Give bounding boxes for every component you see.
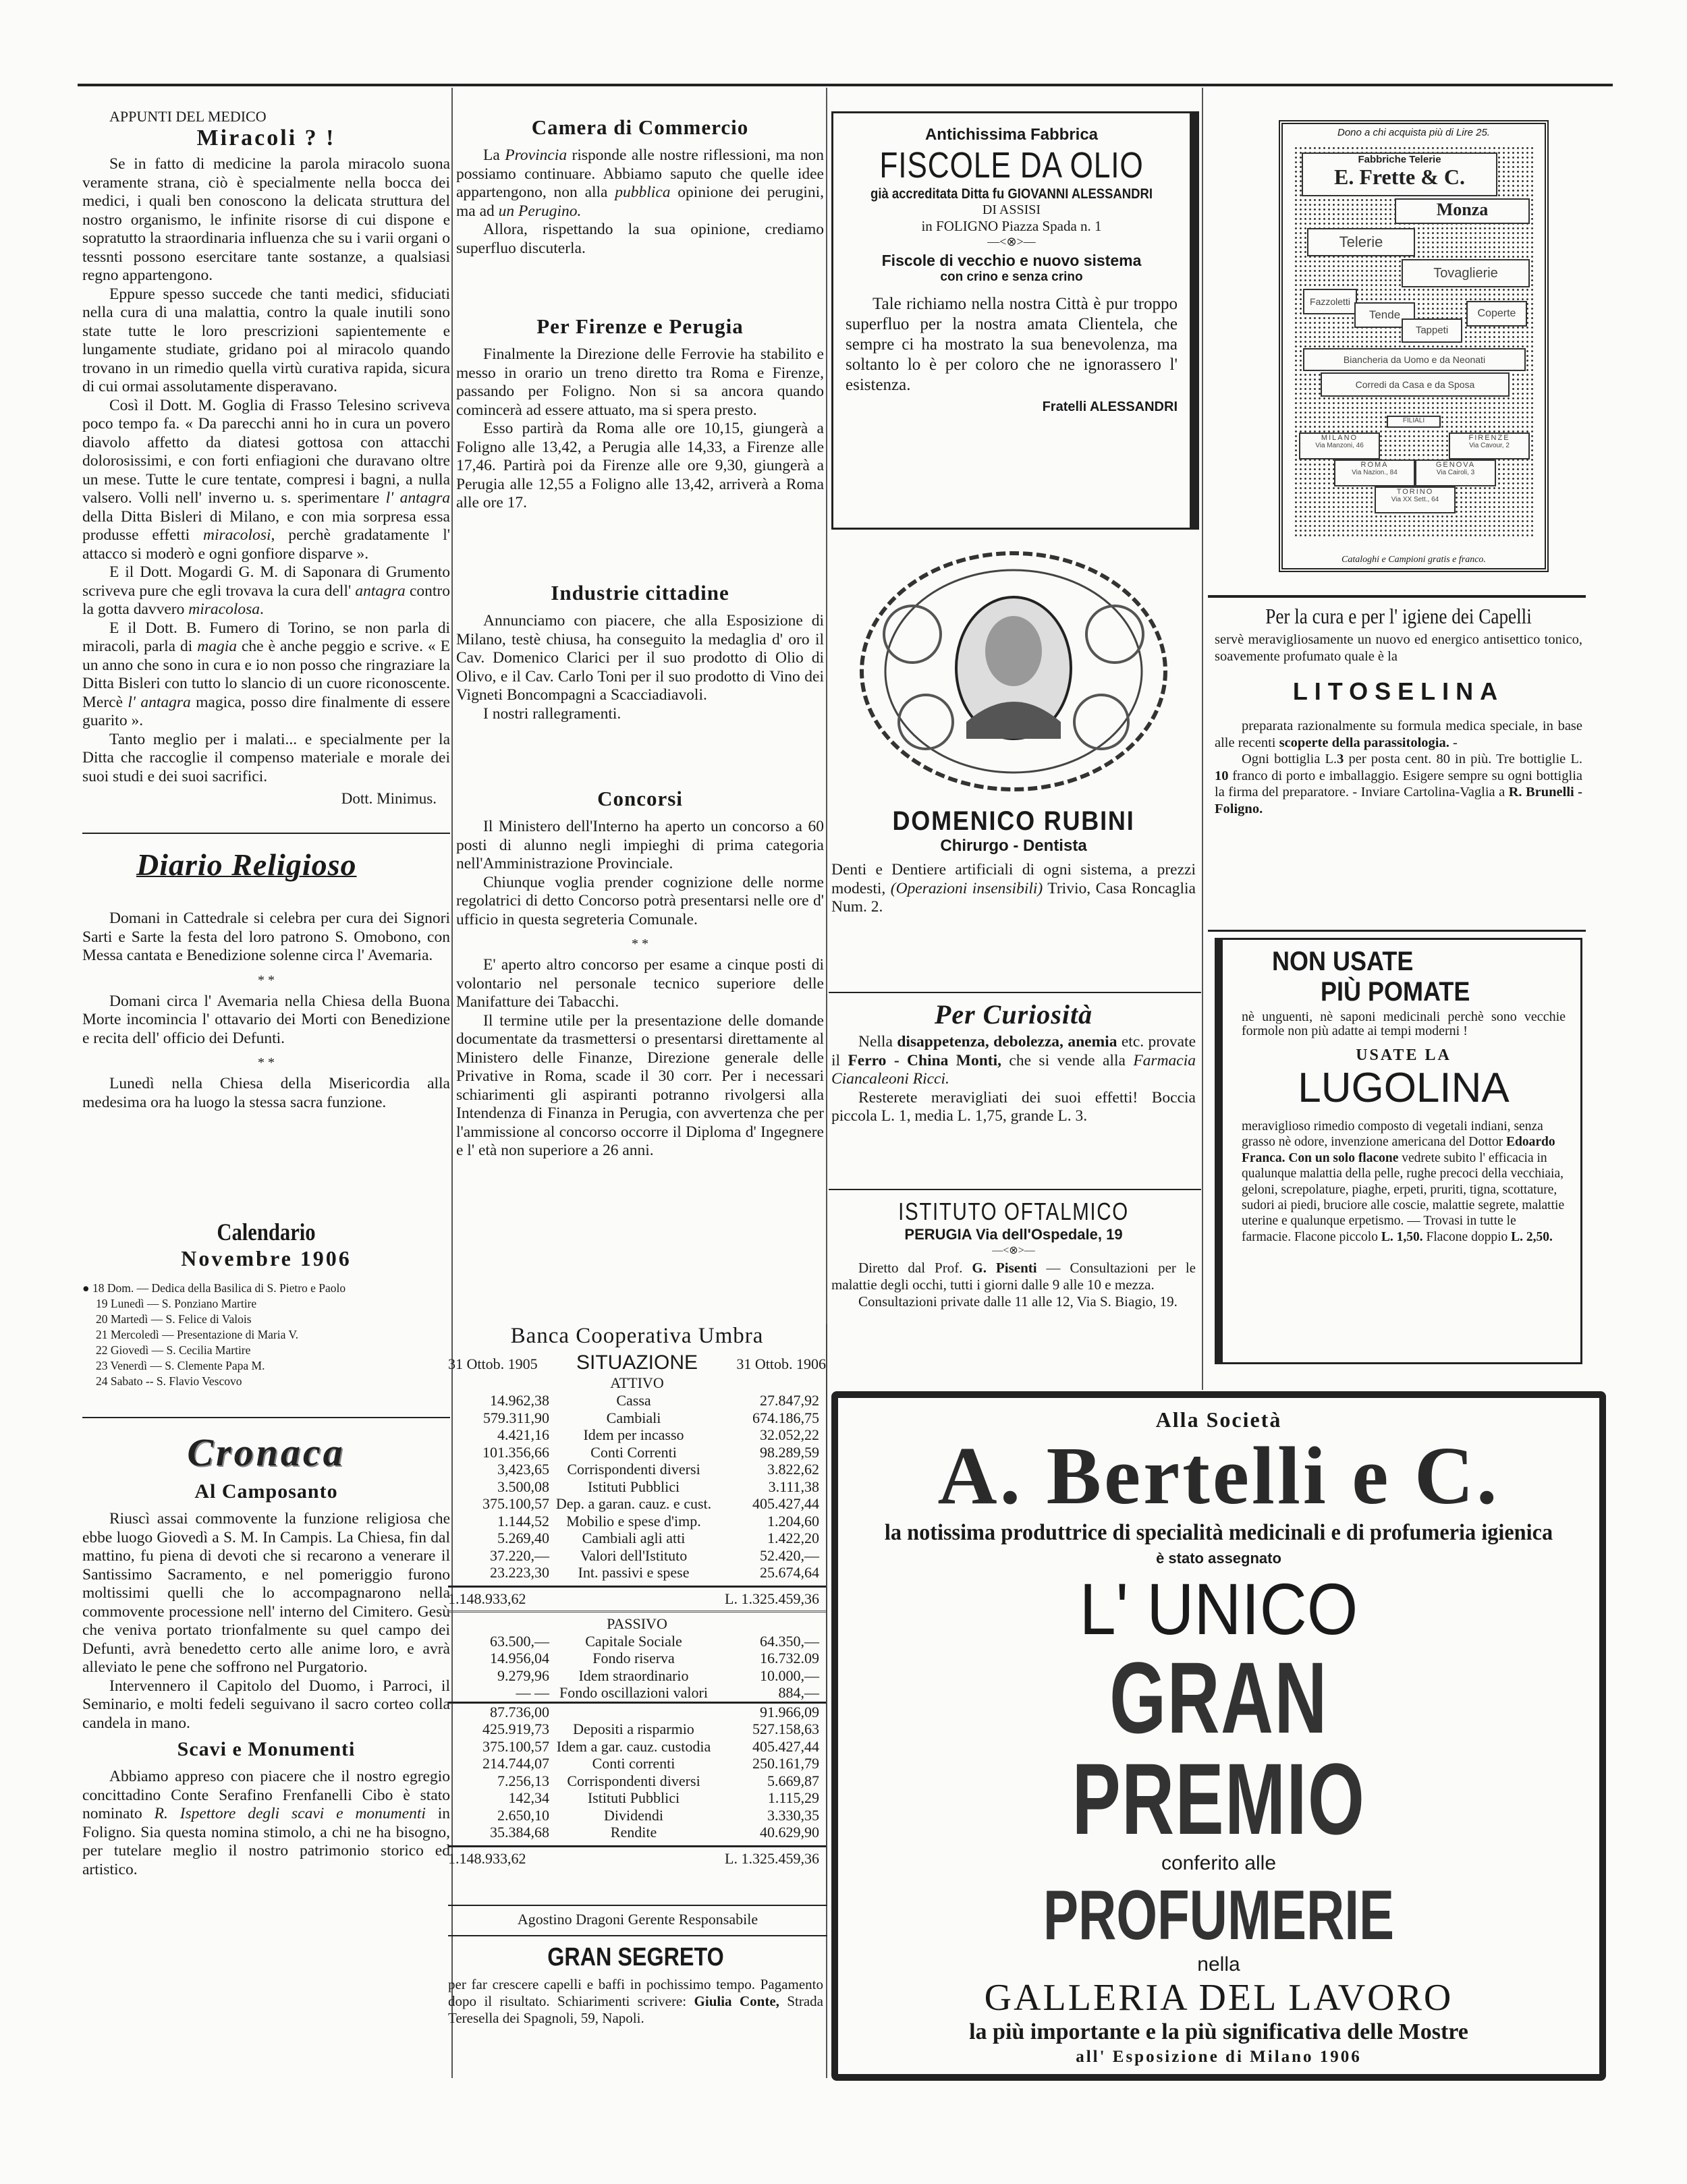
cronaca-logo: Cronaca — [187, 1430, 345, 1474]
text-run: vedrete subito l' efficacia in qualunque malattia della pelle, rughe precoci della vecchiaia, geloni, screpolature, piaghe, erpeti, pruriti, tigna, scottature, sudori ai piedi, bruciore alle coscie, malattie segrete, malattie uterine e qualunque erpetismo. — Trovasi in tutte le farmacie. Flacone piccolo — [1242, 1150, 1565, 1244]
ad-intro: nè unguenti, nè saponi medicinali perchè sono vecchie formole non più adatte ai tempi moderni ! — [1242, 1009, 1566, 1038]
text-run: per posta cent. 80 in più. Tre bottiglie L. — [1344, 752, 1582, 767]
value-1906: 52.420,— — [760, 1546, 819, 1564]
ad-intro: servè meravigliosamente un nuovo ed energico antisettico tonico, soavemente profumato quale è la — [1215, 632, 1582, 664]
text-run: miracolosi — [202, 526, 271, 544]
text-run: L. 1,50. — [1381, 1229, 1423, 1244]
text-run: Ferro - China Monti, — [848, 1051, 1002, 1069]
value-1905: 214.744,07 — [482, 1755, 549, 1772]
istituto-oftalmico-ad — [831, 1198, 1196, 1387]
diario-religioso — [82, 847, 450, 1211]
value-1906: 3.111,38 — [768, 1478, 819, 1495]
text-run: della Ditta Bisleri di Milano, e con mia sorpresa essa produsse effetti — [82, 507, 450, 544]
section-title: Banca Cooperativa Umbra — [510, 1324, 764, 1348]
text-run: che è anche peggio e scrive. « E un anno che sono in cura e io non posso che ringraziare la Ditta Bisleri con tutto lo slancio di un cuore riconoscente. Mercè — [82, 638, 450, 711]
passivo-total-1906: L. 1.325.459,36 — [725, 1849, 819, 1867]
ad-line: nella — [1197, 1953, 1240, 1976]
value-1905: 14.962,38 — [490, 1392, 549, 1409]
calendario — [82, 1218, 450, 1407]
product-label: Telerie — [1307, 228, 1415, 256]
value-1906: 1.422,20 — [767, 1530, 819, 1546]
section-divider — [82, 1417, 450, 1418]
calendar-title: Calendario — [217, 1219, 316, 1245]
paragraph: Eppure spesso succede che tanti medici, sfiduciati nella cura di una malattia, contro la quale inutili sono state tutte le loro prescrizioni sapientemente e lungamente studiate, gridano poi al miracolo quando trovano in un rimedio quella virtù curativa rapida, sicura di cui ormai assolutamente disperavano. — [82, 285, 450, 395]
calendar-day: 22 Giovedì — S. Cecilia Martire — [96, 1343, 251, 1357]
paragraph — [448, 1976, 823, 2027]
paragraph — [82, 563, 450, 619]
branch-city: MILANO — [1321, 434, 1358, 442]
paragraph: Tanto meglio per i malati... e specialmente per la Ditta che raccoglie il compenso materiale e morale dei suoi studi e dei suoi sacrifici. — [82, 730, 450, 785]
text-run: Diretto dal Prof. — [858, 1260, 972, 1276]
category-name: PROFUMERIE — [1043, 1876, 1395, 1955]
ad-line: GALLERIA DEL LAVORO — [984, 1977, 1454, 2019]
paragraph: Allora, rispettando la sua opinione, crediamo superfluo discuterla. — [456, 221, 824, 257]
section-divider — [829, 992, 1201, 993]
value-1905: 2.650,10 — [497, 1806, 549, 1824]
paragraph — [831, 1033, 1196, 1089]
text-run: G. Pisenti — [972, 1260, 1037, 1276]
frette-ad — [1279, 120, 1549, 572]
dentist-role: Chirurgo - Dentista — [940, 837, 1087, 855]
ornament: —<⊗>— — [992, 1245, 1035, 1256]
section-title: Concorsi — [597, 787, 683, 810]
text-run: R. Ispettore degli scavi e monumenti — [154, 1805, 426, 1822]
value-1905: 9.279,96 — [497, 1667, 549, 1684]
gran-segreto-ad — [448, 1943, 823, 2065]
text-run: un Perugino. — [498, 202, 582, 220]
ad-line: USATE LA — [1356, 1046, 1451, 1064]
value-1906: 1.204,60 — [767, 1512, 819, 1530]
text-run: miracolosa — [188, 600, 260, 618]
fiscole-ad — [831, 111, 1199, 530]
item-label: Cambiali — [606, 1409, 661, 1426]
text-run: 10 — [1215, 768, 1229, 783]
ad-line: con crino e senza crino — [940, 270, 1083, 284]
paragraph — [1215, 718, 1582, 751]
passivo-table — [448, 1633, 826, 1702]
ad-line: all' Esposizione di Milano 1906 — [1076, 2048, 1362, 2066]
section-divider — [448, 1905, 827, 1906]
ad-line: è stato assegnato — [1156, 1550, 1281, 1567]
text-run: Strada Teresella dei Spagnoli, 59, Napoli. — [448, 1993, 823, 2027]
text-run: magica, posso dire finalmente di essere guarito ». — [82, 693, 450, 729]
text-run: in Foligno. Sia questa nomina stimolo, a chi ne ha bisogno, per tutelare meglio il nostro patrimonio storico ed artistico. — [82, 1805, 450, 1878]
item-label: Idem a gar. cauz. custodia — [556, 1737, 711, 1755]
item-label: Fondo oscillazioni valori — [559, 1684, 708, 1701]
ornament: —<⊗>— — [987, 235, 1036, 248]
value-1905: 7.256,13 — [497, 1772, 549, 1789]
attivo-total-1906: L. 1.325.459,36 — [725, 1590, 819, 1607]
item-label: Valori dell'Istituto — [580, 1546, 688, 1564]
per-curiosita — [831, 999, 1196, 1184]
paragraph: Tale richiamo nella nostra Città è pur troppo superfluo per la nostra amata Clientela, che sempre ci ha mostrato la sua benevolenza, ma soltanto lo è per coloro che ne ignorassero l' esistenza. — [846, 295, 1178, 394]
paragraph: Resterete meravigliati dei suoi effetti! Boccia piccola L. 1, media L. 1,75, grande L. 3. — [831, 1088, 1196, 1125]
date-1906: 31 Ottob. 1906 — [736, 1355, 826, 1372]
paragraph — [831, 861, 1196, 917]
text-run: , perchè gradatamente l' attacco si moderò e ogni gonfiore disparve ». — [82, 526, 450, 563]
text-run: Provincia — [505, 146, 568, 164]
branch-address: Via Nazion., 84 — [1352, 469, 1398, 476]
ad-footer: Cataloghi e Campioni gratis e franco. — [1342, 555, 1486, 565]
text-run: Denti e Dentiere artificiali di ogni sistema, a prezzi modesti, — [831, 861, 1196, 897]
attivo-total-1905: 1.148.933,62 — [448, 1590, 526, 1607]
value-1906: 98.289,59 — [760, 1443, 819, 1461]
value-1906: 884,— — [778, 1684, 819, 1701]
section-title: Camera di Commercio — [531, 115, 749, 139]
product-name: LITOSELINA — [1292, 677, 1505, 705]
text-run: franco di porto e imballaggio. Esigere sempre su ogni bottiglia la firma del preparatore. - Inviare Cartolina-Vaglia a — [1215, 768, 1582, 800]
branch-label — [1375, 486, 1456, 513]
item-label: Int. passivi e spese — [578, 1564, 690, 1581]
calendar-list — [82, 1281, 450, 1389]
item-label: Rendite — [610, 1824, 657, 1841]
ad-line: la più importante e la più significativa delle Mostre — [969, 2019, 1468, 2044]
item-label: Capitale Sociale — [585, 1632, 682, 1650]
passivo-table — [448, 1720, 826, 1841]
ad-kicker: Antichissima Fabbrica — [924, 125, 1099, 144]
paragraph: E' aperto altro concorso per esame a cinque posti di volontario nel personale tecnico superiore delle Manifatture dei Tabacchi. — [456, 956, 824, 1011]
passivo-subtotal-1905: 87.736,00 — [490, 1703, 549, 1720]
paragraph: Riuscì assai commovente la funzione religiosa che ebbe luogo Giovedì a S. M. In Campis. La Chiesa, fin dal mattino, fu piena di devoti che si recarono a venerare il Santissimo Sacramento, e nel pomeriggio furono moltissimi quelli che lo accompagnarono nella commovente processione nell' interno del Cimitero. Gesù che veniva portato trionfalmente su quel campo dei Defunti, avrà benedetto certo alle anime loro, e avrà alleviato le pene che soffrono nel Purgatorio. — [82, 1510, 450, 1676]
product-name: LUGOLINA — [1298, 1065, 1510, 1111]
section-title: Diario Religioso — [136, 847, 357, 882]
value-1906: 527.158,63 — [752, 1720, 819, 1737]
value-1905: 142,34 — [508, 1789, 549, 1806]
bertelli-ad — [831, 1391, 1606, 2081]
paragraph: Finalmente la Direzione delle Ferrovie ha stabilito e messo in orario un treno diretto tra Roma e Firenze, passando per Foligno. Non si sa ancora quando comincerà ad essere attuato, ma si spera presto. — [456, 345, 824, 419]
text-run: Edoardo Franca. Con un solo flacone — [1242, 1135, 1555, 1165]
paragraph — [456, 146, 824, 221]
branch-city: TORINO — [1396, 488, 1434, 496]
section-divider — [1208, 595, 1586, 598]
ad-line: la notissima produttrice di specialità medicinali e di profumeria igienica — [884, 1520, 1553, 1545]
text-run: etc. provate il — [831, 1033, 1196, 1069]
value-1906: 250.161,79 — [752, 1755, 819, 1772]
item-label: Dividendi — [604, 1806, 663, 1824]
section-divider — [82, 833, 450, 834]
paragraph: Lunedì nella Chiesa della Misericordia alla medesima ora ha luogo la stessa sacra funzione. — [82, 1075, 450, 1111]
branch-address: Via Cavour, 2 — [1469, 442, 1510, 449]
text-run: La — [483, 146, 505, 164]
cronaca — [82, 1427, 450, 2054]
calendar-day: ● 18 Dom. — Dedica della Basilica di S. Pietro e Paolo — [82, 1281, 346, 1295]
section-title: Industrie cittadine — [551, 581, 729, 605]
asterism: * * — [632, 936, 648, 951]
top-rule — [78, 84, 1613, 86]
text-run: disappetenza, debolezza, anemia — [897, 1033, 1117, 1051]
ad-heading: NON USATE — [1272, 947, 1414, 976]
section-divider — [1208, 930, 1586, 932]
portrait-medallion-icon — [831, 540, 1196, 803]
text-run: preparata razionalmente su formula medica speciale, in base alle recenti — [1215, 719, 1582, 750]
text-run: E il Dott. Mogardi G. M. di Saponara di Grumento scriveva pure che egli trovava la cura dell' — [82, 563, 450, 600]
ad-line: in FOLIGNO Piazza Spada n. 1 — [921, 218, 1102, 234]
ad-title: GRAN SEGRETO — [547, 1943, 724, 1971]
article-kicker: APPUNTI DEL MEDICO — [109, 108, 267, 125]
branch-label — [1334, 459, 1415, 486]
item-label: Cambiali agli atti — [582, 1530, 686, 1546]
value-1905: 4.421,16 — [497, 1426, 549, 1443]
dentist-name: DOMENICO RUBINI — [892, 806, 1135, 836]
industrie-cittadine — [456, 577, 824, 779]
company-name: A. Bertelli e C. — [937, 1430, 1500, 1521]
paragraph: Chiunque voglia prender cognizione delle norme regolatrici di detto Concorso potrà presentarsi nelle ore d' ufficio in questa segreteria Comunale. — [456, 873, 824, 928]
text-run: . — [260, 600, 264, 618]
ad-line: Dono a chi acquista più di Lire 25. — [1337, 127, 1490, 138]
value-1905: 375.100,57 — [482, 1495, 549, 1512]
item-label: Mobilio e spese d'imp. — [566, 1512, 701, 1530]
date-1905: 31 Ottob. 1905 — [448, 1355, 538, 1372]
value-1906: 405.427,44 — [752, 1495, 819, 1512]
value-1906: 674.186,75 — [752, 1409, 819, 1426]
text-run: scoperte della parassitologia. — [1279, 735, 1449, 750]
text-run: E il Dott. B. Fumero di Torino, se non parla di miracoli, parla di — [82, 619, 450, 655]
asterism: * * — [258, 1055, 275, 1070]
item-label: Depositi a risparmio — [573, 1720, 694, 1737]
lugolina-ad — [1215, 938, 1582, 1364]
calendar-day: 21 Mercoledì — Presentazione di Maria V. — [96, 1328, 299, 1341]
product-label: Fazzoletti — [1303, 289, 1357, 314]
section-title: Scavi e Monumenti — [177, 1738, 356, 1760]
paragraph — [82, 619, 450, 731]
item-label: Istituti Pubblici — [587, 1478, 680, 1495]
product-label: Biancheria da Uomo e da Neonati — [1303, 348, 1526, 371]
signature: Dott. Minimus. — [341, 790, 437, 807]
branch-city: ROMA — [1360, 461, 1389, 469]
ad-line: conferito alle — [1161, 1852, 1277, 1874]
product-label: Coperte — [1466, 301, 1527, 327]
branch-city: FIRENZE — [1468, 434, 1510, 442]
value-1906: 25.674,64 — [760, 1564, 819, 1581]
text-run: l' antagra — [385, 489, 450, 507]
asterism: * * — [258, 972, 275, 988]
ad-line: Alla Società — [1155, 1407, 1282, 1432]
camera-commercio — [456, 111, 824, 307]
item-label: Cassa — [616, 1392, 651, 1409]
text-run: pubblica — [615, 184, 671, 201]
ad-line: Fiscole di vecchio e nuovo sistema — [881, 252, 1142, 269]
concorsi — [456, 783, 824, 1316]
litoselina-ad — [1215, 604, 1582, 914]
product-label: Tappeti — [1402, 318, 1462, 343]
paragraph — [82, 1768, 450, 1879]
value-1906: 27.847,92 — [760, 1392, 819, 1409]
branch-label — [1415, 459, 1496, 486]
ad-line: Fabbriche Telerie — [1358, 154, 1441, 165]
text-run: contro la gotta davvero — [82, 582, 450, 618]
text-run: Abbiamo appreso con piacere che il nostro egregio concittadino Conte Serafino Frenfanelli Cibo è stato nominato — [82, 1768, 450, 1822]
section-divider — [448, 1935, 827, 1936]
paragraph: Domani circa l' Avemaria nella Chiesa della Buona Morte incomincia l' ottavario dei Morti con Benedizione e recita dell' officio dei Defunti. — [82, 992, 450, 1047]
item-label: Conti correnti — [592, 1755, 675, 1772]
paragraph — [82, 397, 450, 564]
paragraph: Domani in Cattedrale si celebra per cura dei Signori Sarti e Sarte la festa del loro patrono S. Omobono, con Messa cantata e Benedizione solenne circa l' Avemaria. — [82, 909, 450, 964]
per-firenze-perugia — [456, 310, 824, 577]
text-run: per far crescere capelli e baffi in pochissimo tempo. Pagamento dopo il risultato. Schiarimenti scrivere: — [448, 1976, 823, 2010]
value-1906: 64.350,— — [760, 1632, 819, 1650]
branch-address: Via XX Sett., 64 — [1391, 496, 1439, 503]
item-label: Idem per incasso — [583, 1426, 684, 1443]
paragraph: Esso partirà da Roma alle ore 10,15, giungerà a Foligno alle 13,42, a Perugia alle 14,33, a Firenze alle 17,46. Partirà poi da Firenze alle ore 9,30, giungerà a Perugia alle 12,55 a Foligno alle 13,42, arriverà a Roma alle ore 17. — [456, 420, 824, 511]
branch-label — [1299, 432, 1380, 459]
paragraph: Il Ministero dell'Interno ha aperto un concorso a 60 posti di alunno negli impieghi di prima categoria nell'Amministrazione Provinciale. — [456, 818, 824, 872]
value-1905: 5.269,40 — [497, 1530, 549, 1546]
city-label: Monza — [1395, 198, 1530, 224]
value-1905: 3.500,08 — [497, 1478, 549, 1495]
paragraph — [831, 1260, 1196, 1293]
calendar-day: 23 Venerdì — S. Clemente Papa M. — [96, 1359, 265, 1372]
value-1905: 63.500,— — [490, 1632, 549, 1650]
text-run: l' antagra — [128, 693, 191, 711]
calendar-day: 24 Sabato -- S. Flavio Vescovo — [96, 1374, 242, 1388]
calendar-day: 19 Lunedì — S. Ponziano Martire — [96, 1297, 257, 1310]
value-1906: 16.732.09 — [760, 1650, 819, 1667]
ad-title: FISCOLE DA OLIO — [879, 145, 1144, 186]
ad-signature: Fratelli ALESSANDRI — [1042, 399, 1178, 414]
ad-line: L' UNICO — [1079, 1568, 1358, 1650]
value-1906: 10.000,— — [760, 1667, 819, 1684]
calendar-day: 20 Martedì — S. Felice di Valois — [96, 1312, 252, 1326]
text-run: Così il Dott. M. Goglia di Frasso Telesino scriveva poco tempo fa. « Da parecchi anni ho in cura un povero diavolo affetto da diatesi gottosa con attacchi dolorosissimi, e con forti enfiagioni che duravano oltre un mese. Tutte le cure tentate, compresi i bagni, a nulla valsero. Volli nell' inverno u. s. sperimentare — [82, 396, 450, 507]
branch-label — [1449, 432, 1530, 459]
product-label: Tende — [1354, 302, 1415, 328]
text-run: opinione dei perugini, ma ad — [456, 184, 824, 220]
text-run: - — [1449, 735, 1458, 750]
ad-heading: PIÙ POMATE — [1321, 977, 1470, 1007]
value-1905: 3,423,65 — [497, 1461, 549, 1478]
text-run: magia — [197, 638, 238, 655]
section-title: Per Firenze e Perugia — [536, 314, 744, 338]
calendar-month: Novembre 1906 — [181, 1246, 352, 1270]
section-title: Per Curiosità — [934, 999, 1093, 1030]
text-run: 3 — [1337, 752, 1344, 767]
text-run: Giulia Conte, — [694, 1993, 779, 2010]
paragraph: Se in fatto di medicine la parola miracolo suona veramente strana, ciò è specialmente nella bocca dei medici, i quali ben conoscono la delicata struttura del nostro organismo, le infinite risorse di cui dispone e sopratutto la straordinaria influenza che su i varii organi o tessnti possono esercitare tante sostanze, a qualsiasi regno appartengono. — [82, 155, 450, 284]
value-1906: 3.330,35 — [767, 1806, 819, 1824]
value-1906: 3.822,62 — [767, 1461, 819, 1478]
text-run: Nella — [858, 1033, 897, 1051]
ad-line: DI ASSISI — [982, 202, 1041, 217]
company-name: E. Frette & C. — [1334, 165, 1465, 189]
product-label: Tovaglierie — [1402, 259, 1530, 287]
value-1905: 425.919,73 — [482, 1720, 549, 1737]
attivo-table — [448, 1392, 826, 1581]
ad-line: già accreditata Ditta fu GIOVANNI ALESSANDRI — [870, 186, 1153, 202]
section-title: Al Camposanto — [194, 1480, 338, 1503]
text-run: Ogni bottiglia L. — [1242, 752, 1337, 767]
value-1906: 32.052,22 — [760, 1426, 819, 1443]
paragraph: Il termine utile per la presentazione delle domande documentate da trasmettersi o presentarsi direttamente al Ministero delle Finanze, Direzione generale delle Privative in Roma, scade il 30 corr. Per i necessari schiarimenti gli aspiranti potranno rivolgersi alla Intendenza di Finanza in Perugia, con avvertenza che per l'ammissione al concorso occorre il Diploma d' Ingegnere e l' età non superiore a 26 anni. — [456, 1011, 824, 1159]
text-run: risponde alle nostre riflessioni, ma non possiamo continuare. Abbiamo saputo che quelle idee appartengono, non alla — [456, 146, 824, 201]
value-1906: 5.669,87 — [767, 1772, 819, 1789]
passivo-subtotal-1906: 91.966,09 — [760, 1703, 819, 1720]
value-1905: 37.220,— — [490, 1546, 549, 1564]
value-1906: 405.427,44 — [752, 1737, 819, 1755]
ad-subtitle: PERUGIA Via dell'Ospedale, 19 — [904, 1226, 1123, 1243]
ad-heading: Per la cura e per l' igiene dei Capelli — [1265, 604, 1532, 628]
paragraph: Annunciamo con piacere, che alla Esposizione di Milano, testè chiusa, ha conseguito la medaglia d' oro il Cav. Domenico Clarici per il suo prodotto di Olio di Olivo, e il Cav. Carlo Toni per il suo prodotto di Vino dei Vigneti Boncompagni a Scacciadiavoli. — [456, 612, 824, 704]
text-run: R. Brunelli - Foligno. — [1215, 785, 1582, 816]
text-run: Trivio, Casa Roncaglia Num. 2. — [831, 879, 1196, 916]
award-name: GRAN PREMIO — [1072, 1641, 1366, 1855]
rubini-ad — [831, 540, 1196, 985]
text-run: che si vende alla — [1001, 1051, 1134, 1069]
text-run: meraviglioso rimedio composto di vegetali indiani, senza grasso nè odore, invenzione americana del Dottor — [1242, 1119, 1543, 1150]
value-1905: 35.384,68 — [490, 1824, 549, 1841]
value-1905: 101.356,66 — [482, 1443, 549, 1461]
text-run: — Consultazioni per le malattie degli occhi, tutti i giorni dalle 9 alle 10 e mezza. — [831, 1260, 1196, 1293]
text-run: Flacone doppio — [1422, 1229, 1512, 1244]
paragraph — [1215, 751, 1582, 817]
value-1905: 23.223,30 — [490, 1564, 549, 1581]
value-1905: 375.100,57 — [482, 1737, 549, 1755]
section-divider — [829, 1189, 1201, 1190]
item-label: Conti Correnti — [590, 1443, 677, 1461]
text-run: (Operazioni insensibili) — [890, 879, 1043, 897]
passivo-total-1905: 1.148.933,62 — [448, 1849, 526, 1867]
text-run: Farmacia Ciancaleoni Ricci. — [831, 1051, 1196, 1088]
branch-address: Via Manzoni, 46 — [1315, 442, 1364, 449]
branch-address: Via Cairoli, 3 — [1436, 469, 1475, 476]
value-1905: 1.144,52 — [497, 1512, 549, 1530]
item-label: Dep. a garan. cauz. e cust. — [555, 1495, 712, 1512]
gerente-responsabile: Agostino Dragoni Gerente Responsabile — [517, 1911, 758, 1928]
value-1905: 14.956,04 — [490, 1650, 549, 1667]
value-1905: — — — [516, 1684, 549, 1701]
table-heading: SITUAZIONE — [576, 1351, 698, 1374]
text-run: L. 2,50. — [1511, 1229, 1553, 1244]
paragraph — [1242, 1119, 1566, 1245]
product-label: Corredi da Casa e da Sposa — [1321, 372, 1510, 397]
ad-title: ISTITUTO OFTALMICO — [898, 1198, 1129, 1225]
paragraph: Consultazioni private dalle 11 alle 12, Via S. Biagio, 19. — [858, 1293, 1178, 1310]
article-miracoli — [82, 108, 450, 827]
text-run: antagra — [355, 582, 406, 600]
item-label: Idem straordinario — [578, 1667, 689, 1684]
attivo-label: ATTIVO — [610, 1374, 664, 1391]
article-title: Miracoli ? ! — [196, 125, 336, 150]
item-label: Fondo riserva — [592, 1650, 675, 1667]
paragraph: Intervennero il Capitolo del Duomo, i Parroci, il Seminario, e molti fedeli seguivano il sacro corteo colla candela in mano. — [82, 1677, 450, 1732]
item-label: Corrispondenti diversi — [567, 1461, 700, 1478]
item-label: Corrispondenti diversi — [567, 1772, 700, 1789]
item-label: Istituti Pubblici — [587, 1789, 680, 1806]
branches-label: FILIALI — [1387, 416, 1441, 428]
banca-cooperativa-umbra — [448, 1324, 827, 1904]
branch-city: GENOVA — [1435, 461, 1476, 469]
paragraph: I nostri rallegramenti. — [483, 704, 621, 723]
value-1905: 579.311,90 — [482, 1409, 549, 1426]
passivo-label: PASSIVO — [607, 1615, 667, 1632]
value-1906: 40.629,90 — [760, 1824, 819, 1841]
value-1906: 1.115,29 — [767, 1789, 819, 1806]
column-divider — [1202, 88, 1203, 1390]
